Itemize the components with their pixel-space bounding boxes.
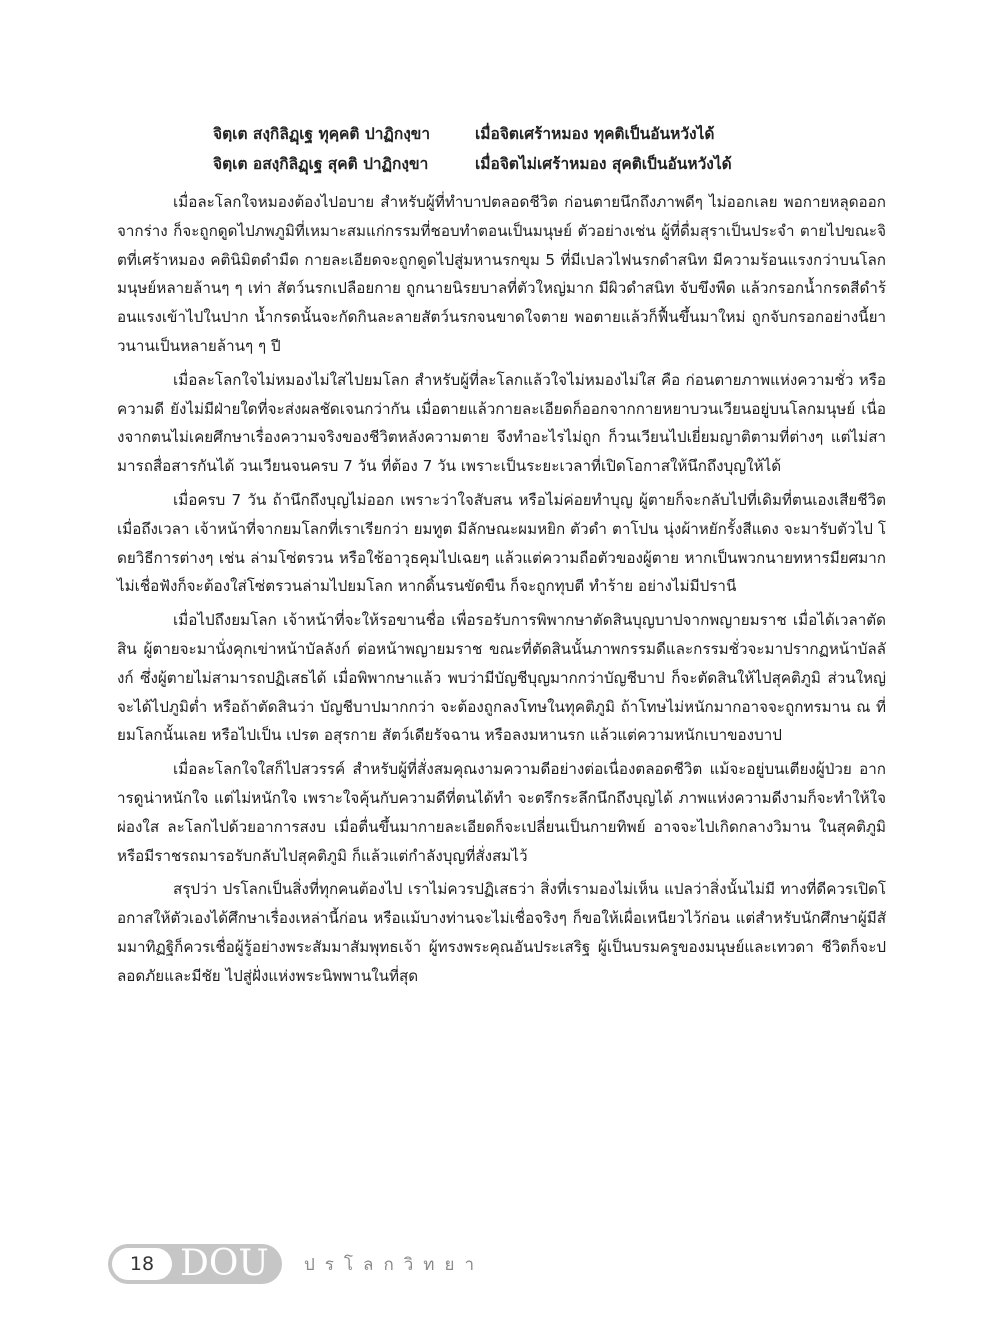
paragraph: เมื่อละโลกใจหมองต้องไปอบาย สำหรับผู้ที่ทำบาปตลอดชีวิต ก่อนตายนึกถึงภาพดีๆ ไม่ออกเลย พอกายหลุดออกจากร่าง ก็จะถูกดูดไปภพภูมิที่เหมาะสมแก่กรรมที่ชอบทำตอนเป็นมนุษย์ ตัวอย่างเช่น ผู้ที่ดื่มสุราเป็นประจำ ตายไปขณะจิตที่เศร้าหมอง คตินิมิตดำมืด กายละเอียดจะถูกดูดไปสู่มหานรกขุม 5 ที่มีเปลวไฟนรกดำสนิท มีความร้อนแรงกว่าบนโลกมนุษย์หลายล้านๆ ๆ เท่า สัตว์นรกเปลือยกาย ถูกนายนิรยบาลที่ตัวใหญ่มาก มีผิวดำสนิท จับขึงพืด แล้วกรอกน้ำกรดสีดำร้อนแรงเข้าไปในปาก น้ำกรดนั้นจะกัดกินละลายสัตว์นรกจนขาดใจตาย พอตายแล้วก็ฟื้นขึ้นมาใหม่ ถูกจับกรอกอย่างนี้ยาวนานเป็นหลายล้านๆ ๆ ปี xyxy=(117,193,886,355)
verse-translation: เมื่อจิตไม่เศร้าหมอง สุคติเป็นอันหวังได้ xyxy=(475,154,732,173)
paragraph: เมื่อไปถึงยมโลก เจ้าหน้าที่จะให้รอขานชื่อ เพื่อรอรับการพิพากษาตัดสินบุญบาปจากพญายมราช เมื่อได้เวลาตัดสิน ผู้ตายจะมานั่งคุกเข่าหน้าบัลลังก์ ต่อหน้าพญายมราช ขณะที่ตัดสินนั้นภาพกรรมดีและกรรมชั่วจะมาปรากฏหน้าบัลลังก์ ซึ่งผู้ตายไม่สามารถปฏิเสธได้ เมื่อพิพากษาแล้ว พบว่ามีบัญชีบุญมากกว่าบัญชีบาป ก็จะตัดสินให้ไปสุคติภูมิ ส่วนใหญ่จะได้ไปภูมิต่ำ หรือถ้าตัดสินว่า บัญชีบาปมากกว่า จะต้องถูกลงโทษในทุคติภูมิ ถ้าโทษไม่หนักมากอาจจะถูกทรมาน ณ ที่ยมโลกนั้นเลย หรือไปเป็น เปรต อสุรกาย สัตว์เดียรัจฉาน หรือลงมหานรก แล้วแต่ความหนักเบาของบาป xyxy=(117,611,886,745)
verse-pali: จิตฺเต อสงฺกิลิฏฺเฐ สุคติ ปาฏิกงฺขา xyxy=(213,154,429,173)
paragraph: เมื่อครบ 7 วัน ถ้านึกถึงบุญไม่ออก เพราะว่าใจสับสน หรือไม่ค่อยทำบุญ ผู้ตายก็จะกลับไปที่เดิมที่ตนเองเสียชีวิต เมื่อถึงเวลา เจ้าหน้าที่จากยมโลกที่เราเรียกว่า ยมทูต มีลักษณะผมหยิก ตัวดำ ตาโปน นุ่งผ้าหยักรั้งสีแดง จะมารับตัวไป โดยวิธีการต่างๆ เช่น ล่ามโซ่ตรวน หรือใช้อาวุธคุมไปเฉยๆ แล้วแต่ความถือตัวของผู้ตาย หากเป็นพวกนายทหารมียศมาก ไม่เชื่อฟังก็จะต้องใส่โซ่ตรวนล่ามไปยมโลก หากดิ้นรนขัดขืน ก็จะถูกทุบตี ทำร้าย อย่างไม่มีปรานี xyxy=(117,490,886,596)
pali-verse xyxy=(213,118,773,178)
verse-line xyxy=(213,148,773,178)
verse-line xyxy=(213,118,773,148)
book-title: ปรโลกวิทยา xyxy=(304,1254,485,1275)
paragraph: สรุปว่า ปรโลกเป็นสิ่งที่ทุกคนต้องไป เราไม่ควรปฏิเสธว่า สิ่งที่เรามองไม่เห็น แปลว่าสิ่งนั้นไม่มี ทางที่ดีควรเปิดโอกาสให้ตัวเองได้ศึกษาเรื่องเหล่านี้ก่อน หรือแม้บางท่านจะไม่เชื่อจริงๆ ก็ขอให้เผื่อเหนียวไว้ก่อน แต่สำหรับนักศึกษาผู้มีสัมมาทิฏฐิก็ควรเชื่อผู้รู้อย่างพระสัมมาสัมพุทธเจ้า ผู้ทรงพระคุณอันประเสริฐ ผู้เป็นบรมครูของมนุษย์และเทวดา ชีวิตก็จะปลอดภัยและมีชัย ไปสู่ฝั่งแห่งพระนิพพานในที่สุด xyxy=(117,880,886,985)
paragraph: เมื่อละโลกใจใสก็ไปสวรรค์ สำหรับผู้ที่สั่งสมคุณงามความดีอย่างต่อเนื่องตลอดชีวิต แม้จะอยู่บนเตียงผู้ป่วย อาการดูน่าหนักใจ แต่ไม่หนักใจ เพราะใจคุ้นกับความดีที่ตนได้ทำ จะตรึกระลึกนึกถึงบุญได้ ภาพแห่งความดีงามก็จะทำให้ใจผ่องใส ละโลกไปด้วยอาการสงบ เมื่อตื่นขึ้นมากายละเอียดก็จะเปลี่ยนเป็นกายทิพย์ อาจจะไปเกิดกลางวิมาน ในสุคติภูมิ หรือมีราชรถมารอรับกลับไปสุคติภูมิ ก็แล้วแต่กำลังบุญที่สั่งสมไว้ xyxy=(117,760,886,865)
verse-pali: จิตฺเต สงฺกิลิฏฺเฐ ทุคฺคติ ปาฏิกงฺขา xyxy=(213,124,431,143)
verse-translation: เมื่อจิตเศร้าหมอง ทุคติเป็นอันหวังได้ xyxy=(475,124,715,143)
dou-logo: DOU xyxy=(180,1243,269,1284)
body-text xyxy=(117,188,886,996)
paragraph: เมื่อละโลกใจไม่หมองไม่ใสไปยมโลก สำหรับผู้ที่ละโลกแล้วใจไม่หมองไม่ใส คือ ก่อนตายภาพแห่งความชั่ว หรือความดี ยังไม่มีฝ่ายใดที่จะส่งผลชัดเจนกว่ากัน เมื่อตายแล้วกายละเอียดก็ออกจากกายหยาบวนเวียนอยู่บนโลกมนุษย์ เนื่องจากตนไม่เคยศึกษาเรื่องความจริงของชีวิตหลังความตาย จึงทำอะไรไม่ถูก ก็วนเวียนไปเยี่ยมญาติตามที่ต่างๆ แต่ไม่สามารถสื่อสารกันได้ วนเวียนจนครบ 7 วัน ที่ต้อง 7 วัน เพราะเป็นระยะเวลาที่เปิดโอกาสให้นึกถึงบุญให้ได้ xyxy=(117,370,886,476)
page-footer xyxy=(108,1244,484,1284)
page-number: 18 xyxy=(112,1248,172,1280)
footer-badge xyxy=(108,1244,282,1284)
